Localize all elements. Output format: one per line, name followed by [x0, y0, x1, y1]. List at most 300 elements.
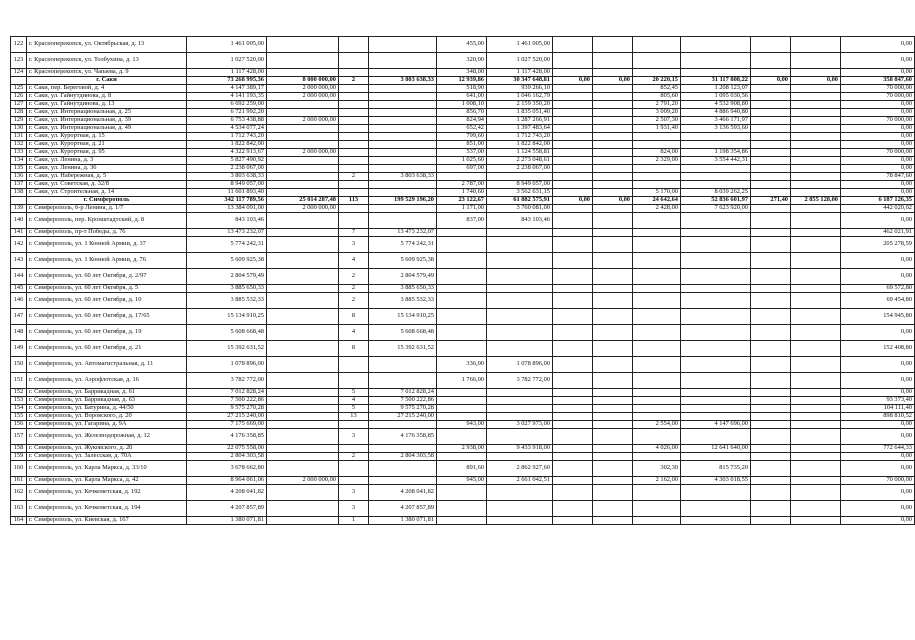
cell-c5: [369, 93, 437, 101]
cell-c2: 6 753 438,88: [187, 117, 267, 125]
cell-c7: [487, 237, 553, 253]
cell-c7: [487, 485, 553, 501]
cell-c11: 7 623 920,00: [681, 205, 751, 213]
cell-c11: 3 136 593,60: [681, 125, 751, 133]
cell-a: г. Саки, ул. Курортная, д. 95: [27, 149, 187, 157]
cell-c4: 3: [339, 237, 369, 253]
cell-c7: [487, 501, 553, 517]
cell-c5: [369, 213, 437, 229]
cell-c2: 9 575 270,28: [187, 405, 267, 413]
cell-c7: 2 862 927,60: [487, 461, 553, 477]
cell-c2: 27 215 240,00: [187, 413, 267, 421]
cell-c13: [791, 93, 841, 101]
table-row: [11, 517, 915, 525]
cell-c4: 2: [339, 293, 369, 309]
cell-c3: [267, 125, 339, 133]
cell-c7: [487, 293, 553, 309]
cell-c3: [267, 253, 339, 269]
cell-c10: [633, 53, 681, 69]
cell-c13: [791, 429, 841, 445]
cell-c13: [791, 101, 841, 109]
cell-c11: [681, 269, 751, 285]
cell-c12: [751, 109, 791, 117]
cell-c10: [633, 397, 681, 405]
cell-c10: [633, 229, 681, 237]
cell-c7: [487, 325, 553, 341]
cell-n: 163: [11, 501, 27, 517]
cell-c13: [791, 397, 841, 405]
cell-a: г. Симферополь, ул. Кечкеметская, д. 194: [27, 501, 187, 517]
table-row: [11, 253, 915, 269]
cell-c9: [593, 101, 633, 109]
cell-a: г. Саки, ул. Строительная, д. 14: [27, 189, 187, 197]
cell-c3: [267, 309, 339, 325]
cell-c13: [791, 461, 841, 477]
cell-c14: 0,00: [841, 269, 915, 285]
cell-c10: [633, 133, 681, 141]
cell-c10: 824,00: [633, 149, 681, 157]
cell-a: г. Саки, ул. Набережная, д. 5: [27, 173, 187, 181]
cell-c14: 69 454,80: [841, 293, 915, 309]
cell-c14: 70 000,00: [841, 477, 915, 485]
cell-c6: 1 025,60: [437, 157, 487, 165]
cell-c2: 4 322 913,67: [187, 149, 267, 157]
cell-c14: 898 810,52: [841, 413, 915, 421]
cell-c5: [369, 101, 437, 109]
cell-c7: 1 835 051,40: [487, 109, 553, 117]
cell-n: 136: [11, 173, 27, 181]
cell-c14: 0,00: [841, 501, 915, 517]
cell-a: г. Саки, пер. Береговой, д. 4: [27, 85, 187, 93]
cell-c10: [633, 293, 681, 309]
cell-c5: [369, 357, 437, 373]
cell-c13: [791, 181, 841, 189]
cell-c7: 1 046 162,79: [487, 93, 553, 101]
table-row: [11, 285, 915, 293]
cell-c10: [633, 517, 681, 525]
cell-c10: 302,30: [633, 461, 681, 477]
cell-n: 154: [11, 405, 27, 413]
cell-c12: [751, 37, 791, 53]
cell-c3: [267, 429, 339, 445]
cell-c4: [339, 133, 369, 141]
cell-c5: [369, 181, 437, 189]
table-row: [11, 389, 915, 397]
cell-c2: 1 380 071,81: [187, 517, 267, 525]
cell-n: 143: [11, 253, 27, 269]
cell-c14: 0,00: [841, 109, 915, 117]
cell-c6: 652,42: [437, 125, 487, 133]
cell-c14: 0,00: [841, 389, 915, 397]
cell-c4: 8: [339, 309, 369, 325]
cell-c6: 336,00: [437, 357, 487, 373]
cell-c8: [553, 397, 593, 405]
cell-c14: 70 000,00: [841, 85, 915, 93]
cell-c14: 0,00: [841, 125, 915, 133]
cell-c3: [267, 213, 339, 229]
cell-c11: [681, 325, 751, 341]
cell-c5: 3 885 650,33: [369, 285, 437, 293]
cell-c6: [437, 341, 487, 357]
cell-n: 130: [11, 125, 27, 133]
cell-c12: 0,00: [751, 77, 791, 85]
cell-c2: 2 804 303,58: [187, 453, 267, 461]
cell-c7: 3 562 631,15: [487, 189, 553, 197]
cell-c14: 0,00: [841, 133, 915, 141]
cell-c12: [751, 205, 791, 213]
cell-c7: [487, 229, 553, 237]
cell-c9: [593, 229, 633, 237]
table-row: [11, 125, 915, 133]
cell-a: г. Симферополь, ул. Кечкеметская, д. 192: [27, 485, 187, 501]
cell-n: 123: [11, 53, 27, 69]
cell-c3: [267, 461, 339, 477]
cell-c4: [339, 205, 369, 213]
cell-c11: 31 117 808,22: [681, 77, 751, 85]
cell-c11: 4 147 696,00: [681, 421, 751, 429]
cell-c5: [369, 125, 437, 133]
cell-c13: [791, 157, 841, 165]
cell-c5: [369, 461, 437, 477]
table-row: [11, 53, 915, 69]
cell-c6: [437, 293, 487, 309]
cell-c12: [751, 165, 791, 173]
cell-c7: 2 273 048,61: [487, 157, 553, 165]
cell-c6: 12 939,86: [437, 77, 487, 85]
cell-c11: [681, 37, 751, 53]
cell-c14: 0,00: [841, 421, 915, 429]
cell-c5: 199 529 196,20: [369, 197, 437, 205]
cell-c4: 113: [339, 197, 369, 205]
cell-c6: [437, 253, 487, 269]
cell-c7: [487, 389, 553, 397]
cell-c14: 462 021,91: [841, 229, 915, 237]
cell-c11: [681, 237, 751, 253]
cell-c2: 5 774 242,31: [187, 237, 267, 253]
cell-c8: [553, 237, 593, 253]
cell-c8: [553, 53, 593, 69]
cell-c5: 15 392 631,52: [369, 341, 437, 357]
cell-a: г. Симферополь, пер. Кронштадтский, д. 8: [27, 213, 187, 229]
cell-c8: [553, 453, 593, 461]
cell-c13: [791, 453, 841, 461]
cell-c7: 1 027 520,00: [487, 53, 553, 69]
cell-c6: 1 008,10: [437, 101, 487, 109]
cell-c3: 2 000 000,00: [267, 205, 339, 213]
cell-c2: 7 500 222,86: [187, 397, 267, 405]
cell-c13: [791, 205, 841, 213]
cell-c5: [369, 53, 437, 69]
cell-c14: 70 000,00: [841, 149, 915, 157]
cell-c14: 93 373,40: [841, 397, 915, 405]
cell-c14: 104 111,40: [841, 405, 915, 413]
cell-n: 131: [11, 133, 27, 141]
cell-c5: 5 609 925,38: [369, 253, 437, 269]
cell-c13: [791, 237, 841, 253]
cell-c8: [553, 229, 593, 237]
cell-c3: [267, 373, 339, 389]
cell-c6: 945,00: [437, 477, 487, 485]
cell-c13: [791, 173, 841, 181]
cell-c6: [437, 309, 487, 325]
cell-n: 127: [11, 101, 27, 109]
cell-c12: [751, 413, 791, 421]
cell-c5: 3 803 638,33: [369, 77, 437, 85]
cell-a: г. Симферополь, ул. 60 лет Октября, д. 17/65: [27, 309, 187, 325]
cell-c4: 3: [339, 485, 369, 501]
cell-c4: [339, 421, 369, 429]
cell-c3: 2 000 000,00: [267, 93, 339, 101]
cell-c8: [553, 85, 593, 93]
cell-c9: [593, 397, 633, 405]
cell-c11: [681, 485, 751, 501]
cell-c10: [633, 325, 681, 341]
cell-c5: 2 804 579,49: [369, 269, 437, 285]
cell-a: г. Симферополь, ул. Киевская, д. 167: [27, 517, 187, 525]
cell-c6: 856,70: [437, 109, 487, 117]
cell-c6: 348,00: [437, 69, 487, 77]
cell-c2: 843 103,46: [187, 213, 267, 229]
cell-n: 159: [11, 453, 27, 461]
cell-c9: [593, 501, 633, 517]
cell-c12: [751, 149, 791, 157]
cell-c9: [593, 373, 633, 389]
cell-n: 142: [11, 237, 27, 253]
cell-c10: [633, 309, 681, 325]
cell-c4: [339, 149, 369, 157]
cell-c6: 1 740,60: [437, 189, 487, 197]
cell-c5: 1 380 071,81: [369, 517, 437, 525]
cell-c11: [681, 285, 751, 293]
cell-c4: 2: [339, 285, 369, 293]
register-table: [10, 36, 915, 525]
cell-c2: 13 384 091,00: [187, 205, 267, 213]
cell-c13: [791, 229, 841, 237]
cell-c5: [369, 117, 437, 125]
cell-c9: [593, 93, 633, 101]
cell-c11: [681, 389, 751, 397]
table-row: [11, 133, 915, 141]
table-row: [11, 85, 915, 93]
cell-n: 133: [11, 149, 27, 157]
cell-c4: 2: [339, 173, 369, 181]
cell-c4: [339, 93, 369, 101]
cell-c8: [553, 165, 593, 173]
cell-c9: [593, 293, 633, 309]
cell-c12: [751, 357, 791, 373]
cell-c13: [791, 165, 841, 173]
cell-c8: [553, 101, 593, 109]
cell-c12: [751, 485, 791, 501]
cell-c14: 0,00: [841, 141, 915, 149]
cell-c6: [437, 285, 487, 293]
cell-c3: [267, 157, 339, 165]
cell-c2: 4 208 041,82: [187, 485, 267, 501]
cell-c10: [633, 165, 681, 173]
table-row: [11, 461, 915, 477]
cell-c2: 1 461 005,00: [187, 37, 267, 53]
cell-n: 135: [11, 165, 27, 173]
cell-c10: 805,60: [633, 93, 681, 101]
cell-c3: [267, 165, 339, 173]
table-row: [11, 293, 915, 309]
cell-c13: [791, 445, 841, 453]
cell-c12: [751, 117, 791, 125]
cell-c7: [487, 341, 553, 357]
cell-c7: [487, 429, 553, 445]
cell-n: 146: [11, 293, 27, 309]
cell-a: г. Саки, ул. Ленина, д. 3: [27, 157, 187, 165]
cell-c12: [751, 269, 791, 285]
cell-c5: [369, 133, 437, 141]
cell-c3: [267, 485, 339, 501]
cell-c6: [437, 501, 487, 517]
cell-c14: 442 020,02: [841, 205, 915, 213]
cell-c10: 2 791,20: [633, 101, 681, 109]
cell-c14: 0,00: [841, 157, 915, 165]
cell-c10: [633, 173, 681, 181]
cell-n: 138: [11, 189, 27, 197]
cell-c4: 5: [339, 405, 369, 413]
cell-c2: 5 609 925,38: [187, 253, 267, 269]
cell-c2: 4 207 857,89: [187, 501, 267, 517]
table-row: [11, 213, 915, 229]
cell-c8: [553, 389, 593, 397]
cell-c3: [267, 397, 339, 405]
cell-c8: [553, 445, 593, 453]
cell-c13: 2 855 128,00: [791, 197, 841, 205]
cell-c4: 1: [339, 517, 369, 525]
cell-c3: [267, 413, 339, 421]
cell-a: г. Симферополь, пр-т Победы, д. 76: [27, 229, 187, 237]
cell-c10: [633, 429, 681, 445]
cell-c13: [791, 149, 841, 157]
cell-n: 149: [11, 341, 27, 357]
cell-a: г. Саки, ул. Советская, д. 32/8: [27, 181, 187, 189]
cell-c12: [751, 229, 791, 237]
cell-c13: [791, 373, 841, 389]
cell-c10: 5 170,00: [633, 189, 681, 197]
cell-a: г. Саки, ул. Курортная, д. 21: [27, 141, 187, 149]
cell-c11: 52 836 601,97: [681, 197, 751, 205]
cell-c9: [593, 109, 633, 117]
cell-c8: [553, 125, 593, 133]
cell-c8: [553, 325, 593, 341]
cell-c2: 3 885 532,33: [187, 293, 267, 309]
cell-c2: 3 678 662,80: [187, 461, 267, 477]
cell-c14: 70 000,00: [841, 93, 915, 101]
cell-c4: [339, 461, 369, 477]
cell-c8: [553, 285, 593, 293]
cell-c13: [791, 109, 841, 117]
cell-c5: 5 608 668,48: [369, 325, 437, 341]
cell-c7: [487, 397, 553, 405]
cell-c11: [681, 165, 751, 173]
cell-c11: 8 039 262,25: [681, 189, 751, 197]
cell-c8: [553, 405, 593, 413]
cell-c12: [751, 93, 791, 101]
cell-c4: 4: [339, 325, 369, 341]
cell-c8: [553, 213, 593, 229]
cell-n: 160: [11, 461, 27, 477]
cell-c7: [487, 405, 553, 413]
cell-c13: [791, 485, 841, 501]
cell-c2: 4 141 193,35: [187, 93, 267, 101]
cell-c9: [593, 517, 633, 525]
table-row: [11, 269, 915, 285]
cell-n: 124: [11, 69, 27, 77]
cell-c3: 8 000 000,00: [267, 77, 339, 85]
cell-c11: [681, 429, 751, 445]
cell-c5: 2 804 303,58: [369, 453, 437, 461]
cell-a: г. Симферополь, ул. Карла Маркса, д. 42: [27, 477, 187, 485]
cell-c6: 641,00: [437, 93, 487, 101]
cell-c8: 0,00: [553, 197, 593, 205]
cell-c6: 23 122,67: [437, 197, 487, 205]
cell-c11: [681, 229, 751, 237]
cell-c12: [751, 293, 791, 309]
cell-c14: 6 187 126,35: [841, 197, 915, 205]
table-row: [11, 309, 915, 325]
table-row: [11, 341, 915, 357]
table-row: [11, 421, 915, 429]
cell-n: 153: [11, 397, 27, 405]
cell-c11: 1 095 030,56: [681, 93, 751, 101]
cell-c8: [553, 341, 593, 357]
table-row: [11, 429, 915, 445]
cell-c14: 0,00: [841, 373, 915, 389]
cell-a: г. Симферополь, ул. Баррикадная, д. 61: [27, 389, 187, 397]
cell-c8: [553, 157, 593, 165]
cell-c11: [681, 293, 751, 309]
cell-c10: [633, 237, 681, 253]
cell-c13: [791, 341, 841, 357]
cell-c13: [791, 53, 841, 69]
cell-c6: 537,00: [437, 149, 487, 157]
cell-c4: [339, 357, 369, 373]
cell-c2: 8 949 057,00: [187, 181, 267, 189]
cell-c12: [751, 141, 791, 149]
cell-c2: 7 175 669,00: [187, 421, 267, 429]
cell-c7: 843 103,46: [487, 213, 553, 229]
cell-c11: 815 735,20: [681, 461, 751, 477]
cell-c7: 1 078 896,00: [487, 357, 553, 373]
cell-c14: 0,00: [841, 357, 915, 373]
cell-c10: [633, 501, 681, 517]
cell-c7: 2 159 350,20: [487, 101, 553, 109]
cell-c12: [751, 421, 791, 429]
cell-c9: [593, 453, 633, 461]
cell-c14: 772 644,33: [841, 445, 915, 453]
cell-c12: [751, 389, 791, 397]
cell-c2: 1 822 842,00: [187, 141, 267, 149]
cell-c6: [437, 229, 487, 237]
cell-c8: [553, 293, 593, 309]
cell-c14: 0,00: [841, 429, 915, 445]
cell-c12: [751, 213, 791, 229]
cell-c8: [553, 429, 593, 445]
cell-c7: 2 238 067,00: [487, 165, 553, 173]
cell-c11: 4 303 018,55: [681, 477, 751, 485]
cell-c12: [751, 53, 791, 69]
cell-c5: 9 575 270,28: [369, 405, 437, 413]
cell-c7: 1 124 558,81: [487, 149, 553, 157]
cell-c11: 12 641 640,00: [681, 445, 751, 453]
cell-c11: [681, 373, 751, 389]
cell-c2: 73 268 995,36: [187, 77, 267, 85]
cell-a: г. Симферополь, ул. Воровского, д. 20: [27, 413, 187, 421]
cell-c12: [751, 445, 791, 453]
